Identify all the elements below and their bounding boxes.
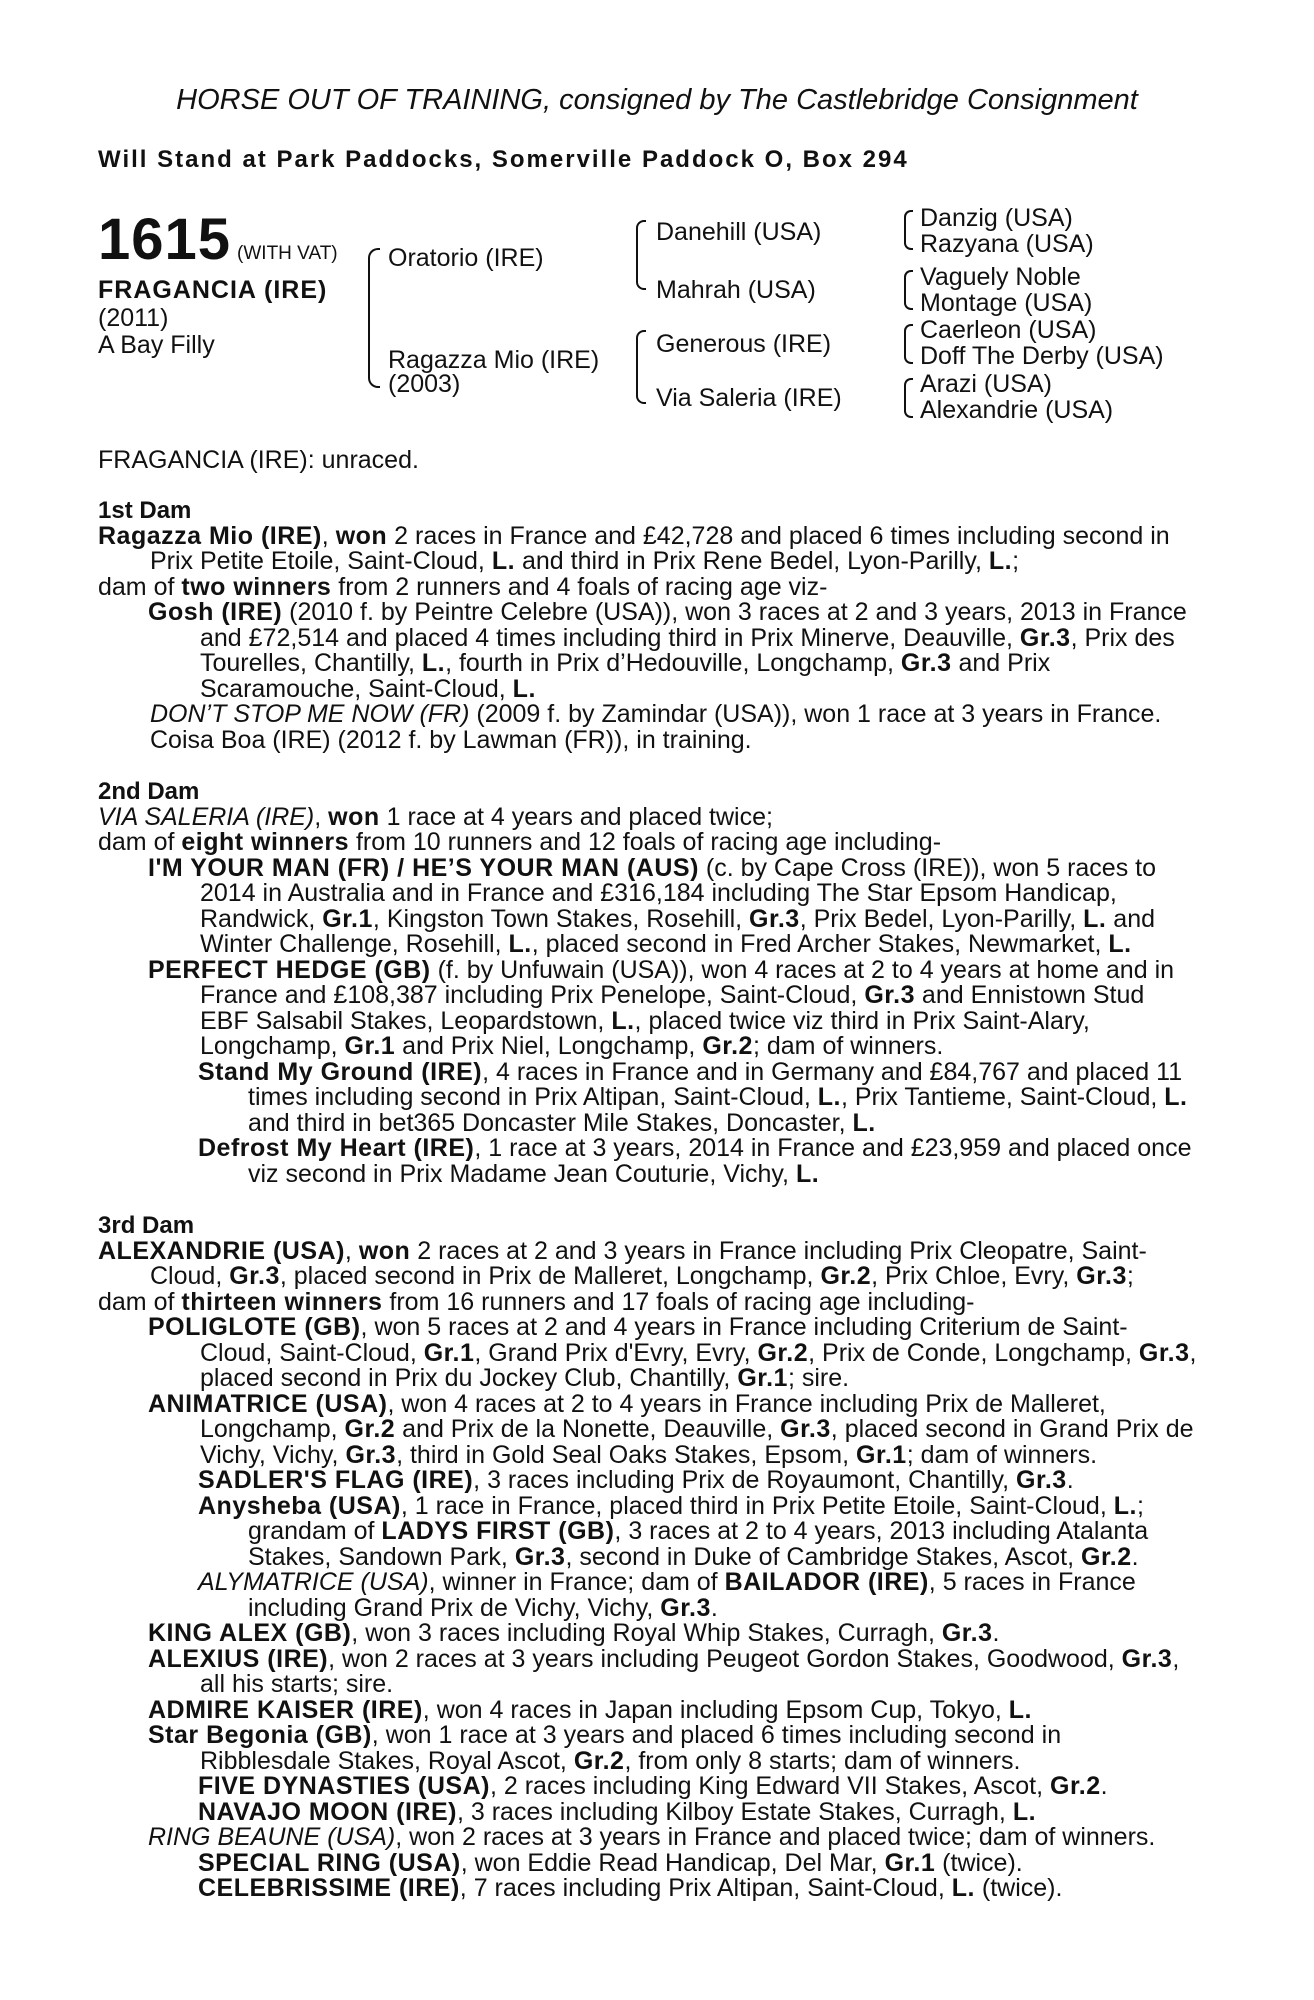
produce-entry: FIVE DYNASTIES (USA), 2 races including King Edward VII Stakes, Ascot, Gr.2. — [198, 1772, 1108, 1800]
section-heading: 3rd Dam — [98, 1212, 195, 1239]
pedigree-dam-year: (2003) — [388, 370, 461, 398]
produce-entry: SADLER'S FLAG (IRE), 3 races including Prix de Royaumont, Chantilly, Gr.3. — [198, 1466, 1074, 1494]
lot-number-block — [98, 206, 338, 273]
pedigree-sds: Vaguely Noble — [920, 263, 1081, 291]
pedigree-brace — [904, 270, 913, 310]
pedigree-dam: Ragazza Mio (IRE) — [388, 346, 600, 374]
lot-number: 1615 — [98, 207, 232, 272]
race-record: FRAGANCIA (IRE): unraced. — [98, 446, 419, 474]
dam-produce-summary: dam of thirteen winners from 16 runners and 17 foals of racing age including- — [98, 1287, 975, 1316]
dam-entry: Ragazza Mio (IRE), won 2 races in France and £42,728 and placed 6 times including second in Prix Petite Etoile, Saint-Cloud, L. and third in Prix Rene Bedel, Lyon-Parilly, L.; — [98, 521, 1170, 575]
produce-entry: DON’T STOP ME NOW (FR) (2009 f. by Zamindar (USA)), won 1 race at 3 years in France. — [150, 700, 1162, 728]
pedigree-dds: Arazi (USA) — [920, 370, 1052, 398]
pedigree-brace — [636, 220, 646, 290]
pedigree-ssd: Razyana (USA) — [920, 230, 1094, 258]
pedigree-brace — [368, 248, 380, 388]
produce-entry: Star Begonia (GB), won 1 race at 3 years and placed 6 times including second in Ribblesdale Stakes, Royal Ascot, Gr.2, from only 8 starts; dam of winners. — [148, 1721, 1062, 1775]
produce-entry: RING BEAUNE (USA), won 2 races at 3 years in France and placed twice; dam of winners. — [148, 1823, 1156, 1851]
pedigree-sss: Danzig (USA) — [920, 204, 1073, 232]
produce-entry: Anysheba (USA), 1 race in France, placed third in Prix Petite Etoile, Saint-Cloud, L.; grandam of LADYS FIRST (GB), 3 races at 2 to 4 years, 2013 including Atalanta Stakes, Sandown Park, Gr.3, second in Duke of Cambridge Stakes, Ascot, Gr.2. — [198, 1491, 1149, 1571]
pedigree-brace — [904, 324, 913, 364]
produce-entry: NAVAJO MOON (IRE), 3 races including Kilboy Estate Stakes, Curragh, L. — [198, 1797, 1037, 1826]
pedigree-brace — [904, 210, 913, 250]
section-heading: 1st Dam — [98, 497, 192, 524]
produce-entry: PERFECT HEDGE (GB) (f. by Unfuwain (USA)), won 4 races at 2 to 4 years at home and in France and £108,387 including Prix Penelope, Saint-Cloud, Gr.3 and Ennistown Stud EBF Salsabil Stakes, Leopardstown, L., placed twice viz third in Prix Saint-Alary, Longchamp, Gr.1 and Prix Niel, Longchamp, Gr.2; dam of winners. — [148, 955, 1175, 1060]
produce-entry: ANIMATRICE (USA), won 4 races at 2 to 4 years in France including Prix de Malleret, Longchamp, Gr.2 and Prix de la Nonette, Deauville, Gr.3, placed second in Grand Prix de Vichy, Vichy, Gr.3, third in Gold Seal Oaks Stakes, Epsom, Gr.1; dam of winners. — [148, 1389, 1194, 1469]
pedigree-sire: Oratorio (IRE) — [388, 244, 544, 272]
dam-entry: VIA SALERIA (IRE), won 1 race at 4 years and placed twice; — [98, 802, 773, 831]
horse-year: (2011) — [98, 304, 169, 332]
pedigree-sire-dam: Mahrah (USA) — [656, 276, 816, 304]
produce-entry: CELEBRISSIME (IRE), 7 races including Prix Altipan, Saint-Cloud, L. (twice). — [198, 1874, 1063, 1902]
dam-entry: ALEXANDRIE (USA), won 2 races at 2 and 3 years in France including Prix Cleopatre, Saint-Cloud, Gr.3, placed second in Prix de Malleret, Longchamp, Gr.2, Prix Chloe, Evry, Gr.3; — [98, 1236, 1147, 1290]
dam-produce-summary: dam of two winners from 2 runners and 4 foals of racing age viz- — [98, 572, 828, 601]
horse-description: A Bay Filly — [98, 331, 215, 359]
produce-entry: ALEXIUS (IRE), won 2 races at 3 years including Peugeot Gordon Stakes, Goodwood, Gr.3, all his starts; sire. — [148, 1644, 1180, 1698]
pedigree-dsd: Doff The Derby (USA) — [920, 342, 1164, 370]
stand-location: Will Stand at Park Paddocks, Somerville Paddock O, Box 294 — [98, 146, 909, 173]
produce-entry: SPECIAL RING (USA), won Eddie Read Handicap, Del Mar, Gr.1 (twice). — [198, 1848, 1023, 1877]
pedigree-sdd: Montage (USA) — [920, 289, 1093, 317]
produce-entry: Coisa Boa (IRE) (2012 f. by Lawman (FR)), in training. — [150, 725, 752, 754]
vat-note: (WITH VAT) — [237, 243, 338, 264]
produce-entry: Defrost My Heart (IRE), 1 race at 3 years, 2014 in France and £23,959 and placed once viz second in Prix Madame Jean Couturie, Vichy, L. — [198, 1134, 1192, 1188]
produce-entry: POLIGLOTE (GB), won 5 races at 2 and 4 years in France including Criterium de Saint-Cloud, Saint-Cloud, Gr.1, Grand Prix d'Evry, Evry, Gr.2, Prix de Conde, Longchamp, Gr.3, placed second in Prix du Jockey Club, Chantilly, Gr.1; sire. — [148, 1313, 1197, 1392]
horse-name: FRAGANCIA (IRE) — [98, 276, 328, 304]
dam-produce-summary: dam of eight winners from 10 runners and 12 foals of racing age including- — [98, 828, 942, 856]
pedigree-dss: Caerleon (USA) — [920, 316, 1097, 344]
produce-entry: Stand My Ground (IRE), 4 races in France and in Germany and £84,767 and placed 11 times including second in Prix Altipan, Saint-Cloud, L., Prix Tantieme, Saint-Cloud, L. and third in bet365 Doncaster Mile Stakes, Doncaster, L. — [198, 1057, 1188, 1137]
pedigree-dam-dam: Via Saleria (IRE) — [656, 384, 842, 412]
pedigree-brace — [636, 330, 646, 404]
pedigree-ddd: Alexandrie (USA) — [920, 396, 1114, 424]
consignor-header: HORSE OUT OF TRAINING, consigned by The Castlebridge Consignment — [176, 84, 1138, 116]
section-heading: 2nd Dam — [98, 778, 200, 805]
pedigree-brace — [904, 378, 913, 418]
produce-entry: ADMIRE KAISER (IRE), won 4 races in Japan including Epsom Cup, Tokyo, L. — [148, 1695, 1032, 1724]
dam-sections — [98, 498, 1198, 1902]
produce-entry: I'M YOUR MAN (FR) / HE’S YOUR MAN (AUS) (c. by Cape Cross (IRE)), won 5 races to 2014 in Australia and in France and £316,184 including The Star Epsom Handicap, Randwick, Gr.1, Kingston Town Stakes, Rosehill, Gr.3, Prix Bedel, Lyon-Parilly, L. and Winter Challenge, Rosehill, L., placed second in Fred Archer Stakes, Newmarket, L. — [148, 853, 1157, 958]
produce-entry: Gosh (IRE) (2010 f. by Peintre Celebre (USA)), won 3 races at 2 and 3 years, 2013 in France and £72,514 and placed 4 times including third in Prix Minerve, Deauville, Gr.3, Prix des Tourelles, Chantilly, L., fourth in Prix d’Hedouville, Longchamp, Gr.3 and Prix Scaramouche, Saint-Cloud, L. — [148, 598, 1187, 703]
produce-entry: KING ALEX (GB), won 3 races including Royal Whip Stakes, Curragh, Gr.3. — [148, 1619, 1000, 1647]
produce-entry: ALYMATRICE (USA), winner in France; dam of BAILADOR (IRE), 5 races in France including Grand Prix de Vichy, Vichy, Gr.3. — [198, 1568, 1136, 1622]
pedigree-sire-sire: Danehill (USA) — [656, 218, 822, 246]
pedigree-dam-sire: Generous (IRE) — [656, 330, 832, 358]
